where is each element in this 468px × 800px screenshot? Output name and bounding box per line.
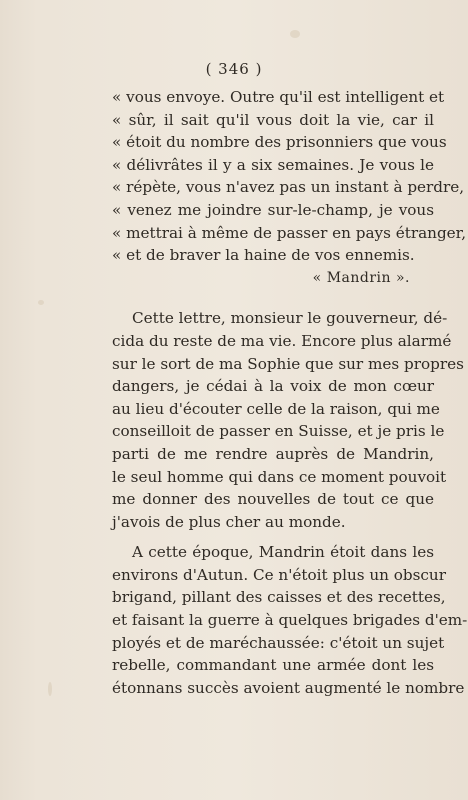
paragraph-line: conseilloit de passer en Suisse, et je pris le [112, 422, 445, 441]
letter-line: « sûr, il sait qu'il vous doit la vie, car il [112, 110, 434, 129]
paragraph-line: me donner des nouvelles de tout ce que [112, 490, 434, 509]
paragraph-line: rebelle, commandant une armée dont les [112, 656, 434, 675]
paragraph-line: brigand, pillant des caisses et des recettes, [112, 588, 446, 607]
paragraph-gap [112, 533, 434, 541]
letter-line: « délivrâtes il y a six semaines. Je vous le [112, 155, 434, 174]
letter-line: « vous envoye. Outre qu'il est intelligent et [112, 88, 445, 106]
paragraph-line: dangers, je cédai à la voix de mon cœur [112, 377, 434, 396]
letter-line: « mettrai à même de passer en pays étranger, [112, 223, 467, 242]
paragraph-line: le seul homme qui dans ce moment pouvoit [112, 467, 447, 486]
paragraph-line: parti de me rendre auprès de Mandrin, [112, 444, 434, 463]
paragraph-line: cida du reste de ma vie. Encore plus alarmé [112, 331, 452, 350]
paragraph-line: j'avois de plus cher au monde. [112, 512, 346, 531]
letter-line: « répète, vous n'avez pas un instant à perdre, [112, 178, 465, 197]
letter-block [112, 86, 468, 699]
foxing-spot [290, 30, 300, 38]
paragraph-line: et faisant la guerre à quelques brigades d'em- [112, 611, 468, 630]
page-number: ( 346 ) [205, 60, 263, 78]
paragraph-line: A cette époque, Mandrin étoit dans les [132, 543, 434, 562]
paragraph-line: Cette lettre, monsieur le gouverneur, dé- [132, 309, 448, 328]
paragraph-gap [112, 289, 434, 307]
letter-line: « venez me joindre sur-le-champ, je vous [112, 200, 434, 219]
letter-line: « et de braver la haine de vos ennemis. [112, 246, 415, 265]
paragraph-line: sur le sort de ma Sophie que sur mes propres [112, 354, 464, 373]
paragraph-line: environs d'Autun. Ce n'étoit plus un obscur [112, 565, 446, 584]
paragraph-line: ployés et de maréchaussée: c'étoit un sujet [112, 633, 445, 652]
foxing-spot [38, 300, 44, 305]
foxing-spot [48, 682, 52, 696]
paragraph-line: étonnans succès avoient augmenté le nombre [112, 678, 465, 697]
signature: « Mandrin ». [312, 269, 410, 286]
paragraph-line: au lieu d'écouter celle de la raison, qui me [112, 399, 440, 418]
letter-line: « étoit du nombre des prisonniers que vous [112, 133, 447, 152]
